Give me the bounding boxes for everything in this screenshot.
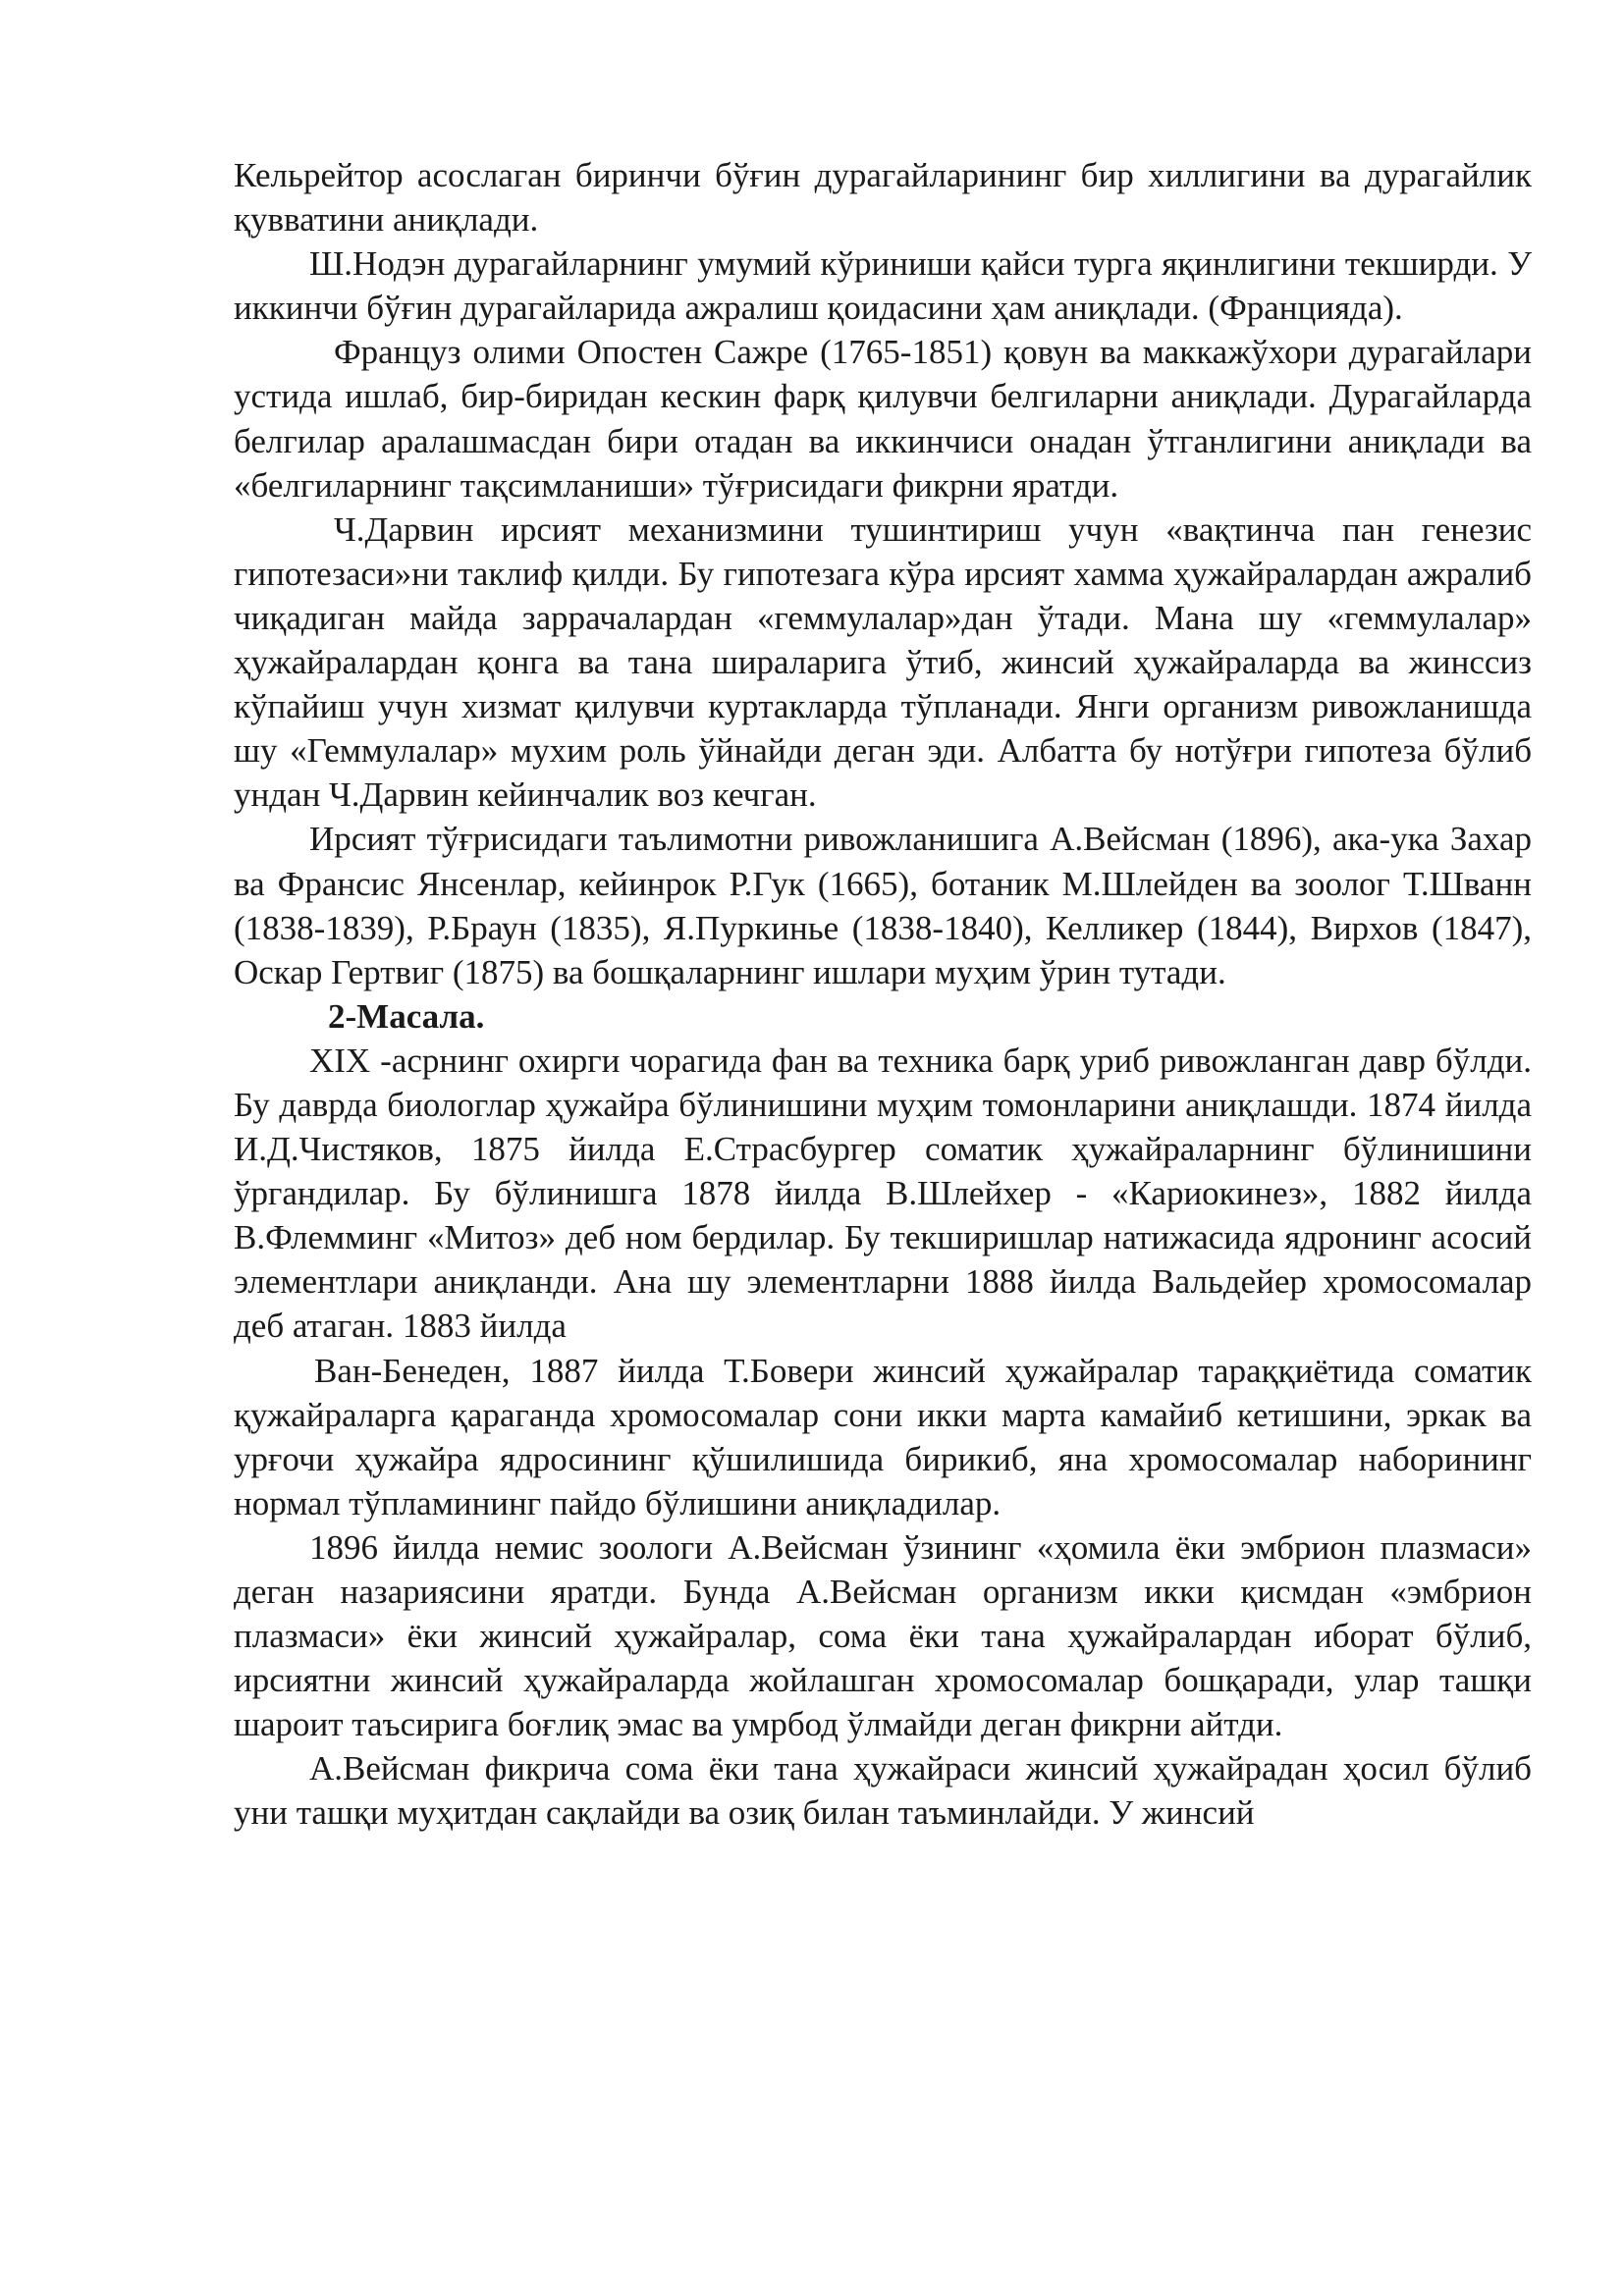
paragraph-cell-division: XIX -асрнинг охирги чорагида фан ва техника барқ уриб ривожланган давр бўлди. Бу даврда биологлар ҳужайра бўлинишини муҳим томонларини аниқлашди. 1874 йилда И.Д.Чистяков, 1875 йилда Е.Страсбургер соматик ҳужайраларнинг бўлинишини ўргандилар. Бу бўлинишга 1878 йилда В.Шлейхер - «Кариокинез», 1882 йилда В.Флемминг «Митоз» деб ном бердилар. Бу текширишлар натижасида ядронинг асосий элементлари аниқланди. Ана шу элементларни 1888 йилда Вальдейер хромосомалар деб атаган. 1883 йилда [234, 1041, 1532, 1346]
paragraph-kelreutor: Кельрейтор асослаган биринчи бўғин дурагайларининг бир хиллигини ва дурагайлик қувватини аниқлади. [234, 156, 1532, 240]
paragraph-van-beneden: Ван-Бенеден, 1887 йилда Т.Бовери жинсий ҳужайралар тараққиётида соматик қужайраларга қараганда хромосомалар сони икки марта камайиб кетишини, эркак ва урғочи ҳужайра ядросининг қўшилишида бирикиб, яна хромосомалар наборининг нормал тўпламининг пайдо бўлишини аниқладилар. [234, 1351, 1532, 1522]
paragraph-darwin: Ч.Дарвин ирсият механизмини тушинтириш учун «вақтинча пан генезис гипотезаси»ни таклиф қилди. Бу гипотезага кўра ирсият хамма ҳужайралардан ажралиб чиқадиган майда заррачалардан «геммулалар»дан ўтади. Мана шу «геммулалар» ҳужайралардан қонга ва тана шираларига ўтиб, жинсий ҳужайраларда ва жинссиз кўпайиш учун хизмат қилувчи куртакларда тўпланади. Янги организм ривожланишда шу «Геммулалар» мухим роль ўйнайди деган эди. Албатта бу нотўғри гипотеза бўлиб ундан Ч.Дарвин кейинчалик воз кечган. [234, 509, 1532, 815]
document-page [234, 153, 1532, 1836]
section-heading: 2-Масала. [328, 996, 485, 1036]
paragraph-heredity-researchers: Ирсият тўғрисидаги таълимотни ривожланишига А.Вейсман (1896), ака-ука Захар ва Франсис Янсенлар, кейинрок Р.Гук (1665), ботаник М.Шлейден ва зоолог Т.Шванн (1838-1839), Р.Браун (1835), Я.Пуркинье (1838-1840), Келликер (1844), Вирхов (1847), Оскар Гертвиг (1875) ва бошқаларнинг ишлари муҳим ўрин тутади. [234, 820, 1532, 991]
paragraph-weismann-soma: А.Вейсман фикрича сома ёки тана ҳужайраси жинсий ҳужайрадан ҳосил бўлиб уни ташқи муҳитдан сақлайди ва озиқ билан таъминлайди. У жинсий [234, 1749, 1532, 1833]
paragraph-naudin: Ш.Нодэн дурагайларнинг умумий кўриниши қайси турга яқинлигини текширди. У иккинчи бўғин дурагайларида ажралиш қоидасини ҳам аниқлади. (Францияда). [234, 244, 1532, 328]
paragraph-weismann-theory: 1896 йилда немис зоологи А.Вейсман ўзининг «ҳомила ёки эмбрион плазмаси» деган назариясини яратди. Бунда А.Вейсман организм икки қисмдан «эмбрион плазмаси» ёки жинсий ҳужайралар, сома ёки тана ҳужайралардан иборат бўлиб, ирсиятни жинсий ҳужайраларда жойлашган хромосомалар бошқаради, улар ташқи шароит таъсирига боғлиқ эмас ва умрбод ўлмайди деган фикрни айтди. [234, 1527, 1532, 1744]
paragraph-sageret: Француз олими Опостен Сажре (1765-1851) қовун ва маккажўхори дурагайлари устида ишлаб, бир-биридан кескин фарқ қилувчи белгиларни аниқлади. Дурагайларда белгилар аралашмасдан бири отадан ва иккинчиси онадан ўтганлигини аниқлади ва «белгиларнинг тақсимланиши» тўғрисидаги фикрни яратди. [234, 333, 1532, 505]
